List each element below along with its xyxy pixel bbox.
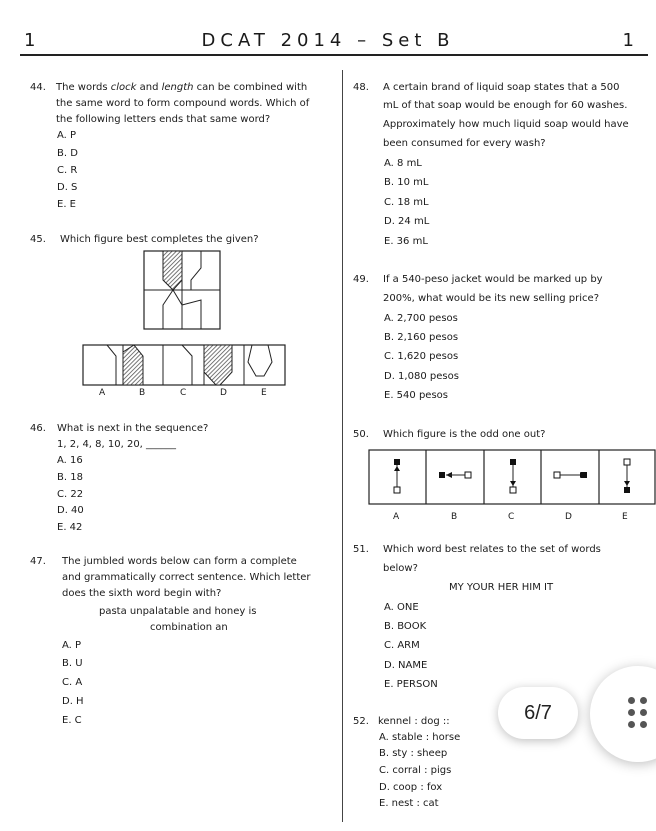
q50-label: B bbox=[451, 512, 458, 522]
q47-option: B. U bbox=[62, 658, 83, 669]
q52-option: B. sty : sheep bbox=[379, 748, 448, 759]
q51-option: A. ONE bbox=[384, 602, 419, 613]
q46-sequence: 1, 2, 4, 8, 10, 20, ______ bbox=[57, 439, 177, 450]
q46-option: B. 18 bbox=[57, 472, 83, 483]
q44-option: C. R bbox=[57, 165, 78, 176]
q49-stem-line1: If a 540-peso jacket would be marked up by bbox=[383, 274, 603, 285]
q44-option: D. S bbox=[57, 182, 78, 193]
q44-stem-line2: the same word to form compound words. Which of bbox=[56, 98, 310, 109]
q50-label: C bbox=[508, 512, 515, 522]
q46-option: E. 42 bbox=[57, 522, 83, 533]
page-indicator[interactable]: 6/7 bbox=[498, 687, 578, 739]
q50-number: 50. bbox=[353, 429, 369, 440]
q47-option: A. P bbox=[62, 640, 82, 651]
q45-stem: Which figure best completes the given? bbox=[60, 234, 259, 245]
q48-stem-line3: Approximately how much liquid soap would have bbox=[383, 119, 629, 130]
q52-option: E. nest : cat bbox=[379, 798, 439, 809]
q51-option: D. NAME bbox=[384, 660, 428, 671]
q45-given-figure bbox=[143, 250, 221, 330]
q52-stem: kennel : dog :: bbox=[378, 716, 450, 727]
q47-option: D. H bbox=[62, 696, 84, 707]
q48-number: 48. bbox=[353, 82, 369, 93]
q51-number: 51. bbox=[353, 544, 369, 555]
q47-stem-line1: The jumbled words below can form a complete bbox=[62, 556, 297, 567]
exam-title: DCAT 2014 – Set B bbox=[201, 30, 455, 51]
q51-option: B. BOOK bbox=[384, 621, 427, 632]
q49-option: D. 1,080 pesos bbox=[384, 371, 459, 382]
q45-label: D bbox=[220, 388, 227, 398]
q47-number: 47. bbox=[30, 556, 46, 567]
q50-label: D bbox=[565, 512, 572, 522]
q52-number: 52. bbox=[353, 716, 369, 727]
q50-stem: Which figure is the odd one out? bbox=[383, 429, 546, 440]
q49-option: C. 1,620 pesos bbox=[384, 351, 459, 362]
q44-number: 44. bbox=[30, 82, 46, 93]
q47-option: C. A bbox=[62, 677, 83, 688]
q48-option: C. 18 mL bbox=[384, 197, 429, 208]
q51-stem-line1: Which word best relates to the set of words bbox=[383, 544, 601, 555]
q44-stem-line3: the following letters ends that same word? bbox=[56, 114, 271, 125]
q45-options-figure bbox=[82, 344, 286, 386]
q48-option: B. 10 mL bbox=[384, 177, 429, 188]
q51-word-set: MY YOUR HER HIM IT bbox=[449, 582, 554, 593]
q49-option: B. 2,160 pesos bbox=[384, 332, 459, 343]
q47-stem-line3: does the sixth word begin with? bbox=[62, 588, 222, 599]
q47-jumbled-words-line1: pasta unpalatable and honey is bbox=[99, 606, 257, 617]
q45-label: E bbox=[261, 388, 267, 398]
page-number-right: 1 bbox=[622, 30, 634, 51]
q48-option: D. 24 mL bbox=[384, 216, 430, 227]
q48-stem-line1: A certain brand of liquid soap states that a 500 bbox=[383, 82, 620, 93]
q52-option: A. stable : horse bbox=[379, 732, 461, 743]
q48-stem-line4: been consumed for every wash? bbox=[383, 138, 546, 149]
q49-option: A. 2,700 pesos bbox=[384, 313, 458, 324]
q46-option: C. 22 bbox=[57, 489, 84, 500]
header-rule bbox=[20, 54, 648, 56]
q52-option: C. corral : pigs bbox=[379, 765, 452, 776]
q51-option: C. ARM bbox=[384, 640, 420, 651]
q50-label: E bbox=[622, 512, 628, 522]
q47-jumbled-words-line2: combination an bbox=[150, 622, 228, 633]
q51-option: E. PERSON bbox=[384, 679, 438, 690]
q47-option: E. C bbox=[62, 715, 82, 726]
q50-label: A bbox=[393, 512, 400, 522]
q46-option: A. 16 bbox=[57, 455, 83, 466]
q44-option: B. D bbox=[57, 148, 78, 159]
q50-figure bbox=[368, 449, 656, 505]
q51-stem-line2: below? bbox=[383, 563, 418, 574]
q46-stem: What is next in the sequence? bbox=[57, 423, 209, 434]
page-number-left: 1 bbox=[24, 30, 36, 51]
q49-option: E. 540 pesos bbox=[384, 390, 448, 401]
q46-option: D. 40 bbox=[57, 505, 84, 516]
page-header bbox=[0, 30, 656, 54]
q48-option: A. 8 mL bbox=[384, 158, 422, 169]
q46-number: 46. bbox=[30, 423, 46, 434]
q49-number: 49. bbox=[353, 274, 369, 285]
q45-label: C bbox=[180, 388, 187, 398]
q44-option: A. P bbox=[57, 130, 77, 141]
q44-option: E. E bbox=[57, 199, 76, 210]
q44-stem-line1: The words clock and length can be combined with bbox=[56, 82, 308, 93]
q48-option: E. 36 mL bbox=[384, 236, 428, 247]
q49-stem-line2: 200%, what would be its new selling price? bbox=[383, 293, 600, 304]
q45-label: B bbox=[139, 388, 146, 398]
q45-number: 45. bbox=[30, 234, 46, 245]
q45-label: A bbox=[99, 388, 106, 398]
q47-stem-line2: and grammatically correct sentence. Which letter bbox=[62, 572, 311, 583]
grid-dots-icon[interactable] bbox=[590, 666, 656, 762]
q48-stem-line2: mL of that soap would be enough for 60 washes. bbox=[383, 100, 628, 111]
q52-option: D. coop : fox bbox=[379, 782, 443, 793]
column-divider bbox=[342, 70, 343, 822]
